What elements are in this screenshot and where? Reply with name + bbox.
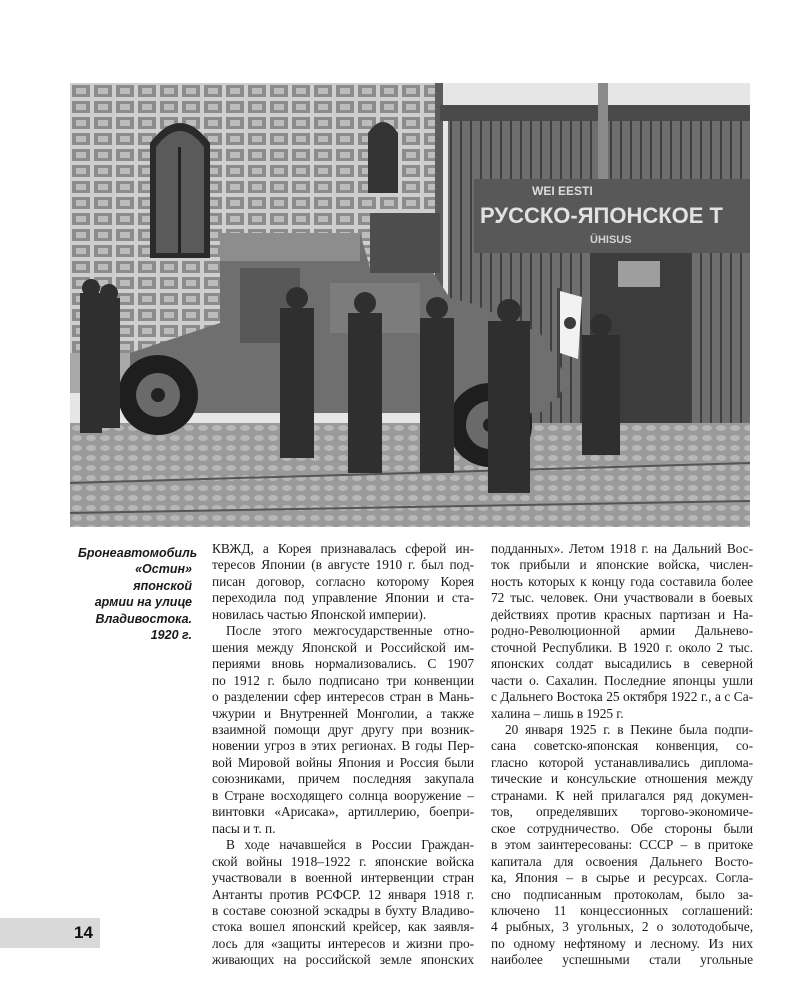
text-line: капитала для освоения Дальнего Восто-	[491, 853, 753, 869]
text-line: вой Мировой войны Япония и Россия были	[212, 754, 474, 770]
caption-line: 1920 г.	[150, 628, 192, 643]
text-line: ка, Япония – в сырье и ресурсах. Согла-	[491, 870, 753, 886]
text-line: подданных». Летом 1918 г. на Дальний Вос-	[491, 541, 753, 556]
text-line: ток прибыли и японские войска, числен-	[491, 557, 753, 573]
text-line: чжурии и Внутренней Монголии, а также	[212, 705, 474, 721]
text-line: о разделении сфер интересов стран в Мань-	[212, 689, 474, 705]
text-line: винтовки «Арисака», артиллерию, боепри-	[212, 804, 474, 820]
text-line: халина – лишь в 1925 г.	[491, 705, 624, 721]
text-line: ское сотрудничество. Обе стороны были	[491, 820, 753, 836]
text-column-right	[491, 541, 753, 969]
text-line: сно подписанным протоколам, было за-	[491, 886, 753, 902]
text-line: периями вновь нормализовались. С 1907	[212, 656, 474, 672]
text-line: живающих на российской земле японских	[212, 952, 474, 968]
text-line: странами. К ней прилагался ряд докумен-	[491, 787, 753, 803]
text-line: в этом заинтересованы: СССР – в притоке	[491, 837, 753, 853]
text-line: 72 тыс. человек. Они участвовали в боевых	[491, 590, 753, 606]
text-column-left	[212, 541, 474, 969]
text-line: с Дальнего Востока 25 октября 1922 г., а с Са-	[491, 689, 753, 705]
armored-car-photo	[70, 83, 750, 527]
text-line: новении угроз в этих регионах. В годы Пер-	[212, 738, 474, 754]
text-line: родно-Революционной армии Дальнево-	[491, 623, 753, 639]
sign-line-2: РУССКО-ЯПОНСКОЕ Т	[480, 203, 723, 228]
text-line: 4 рыбных, 3 угольных, 2 о золотодобыче,	[491, 919, 753, 935]
text-line: пасы и т. п.	[212, 820, 276, 836]
text-line: в составе союзной эскадры в бухту Владиво-	[212, 902, 474, 918]
text-line: Антанты против РСФСР. 12 января 1918 г.	[212, 886, 474, 902]
page-number: 14	[74, 923, 93, 942]
text-line: ключено 11 концессионных соглашений:	[491, 902, 753, 918]
text-line: стока вошел японский крейсер, как заявля-	[212, 919, 474, 935]
text-line: участвовали в военной интервенции стран	[212, 870, 474, 886]
text-line: наиболее успешными стали угольные	[491, 952, 753, 968]
text-line: части о. Сахалин. Последние японцы ушли	[491, 672, 753, 688]
text-line: гласно которой устанавливались диплома-	[491, 754, 753, 770]
text-line: тересов Японии (в августе 1910 г. был под-	[212, 557, 474, 573]
caption-line: «Остин» японской	[133, 562, 192, 593]
text-line: ность которых к концу года составила более	[491, 573, 753, 589]
text-line: ской войны 1918–1922 г. японские войска	[212, 853, 474, 869]
caption-line: армии на улице	[94, 595, 192, 610]
text-line: После этого межгосударственные отно-	[226, 623, 474, 639]
sign-line-3: ÜHISUS	[590, 234, 632, 246]
text-line: сточной Республики. В 1920 г. около 2 тыс.	[491, 639, 753, 655]
text-line: союзниками, причем последняя закупала	[212, 771, 474, 787]
photo-caption	[78, 545, 198, 643]
text-line: сана советско-японская конвенция, со-	[491, 738, 753, 754]
text-line: японских солдат высадились в северной	[491, 656, 753, 672]
caption-line: Бронеавтомобиль	[78, 546, 198, 560]
text-line: писан договор, согласно которому Корея	[212, 573, 474, 589]
text-line: действиях против красных партизан и На-	[491, 606, 753, 622]
caption-line: Владивостока.	[95, 611, 192, 626]
text-line: переходила под управление Японии и ста-	[212, 590, 474, 606]
text-line: лось для «защиты интересов и жизни про-	[212, 935, 474, 951]
text-line: В ходе начавшейся в России Граждан-	[226, 837, 474, 853]
sign-line-1: WEI EESTI	[532, 184, 593, 198]
text-line: по 1912 г. было подписано три конвенции	[212, 672, 474, 688]
text-line: взаимной помощи друг другу при возник-	[212, 721, 474, 737]
text-line: КВЖД, а Корея признавалась сферой ин-	[212, 541, 474, 556]
text-line: новилась частью Японской империи).	[212, 606, 427, 622]
text-line: по одному нефтяному и лесному. Из них	[491, 935, 753, 951]
text-line: шения между Японской и Российской им-	[212, 639, 474, 655]
text-line: 20 января 1925 г. в Пекине была подпи-	[505, 721, 753, 737]
text-line: тов, определявших торгово-экономиче-	[491, 804, 753, 820]
text-line: в Стране восходящего солнца вооружение –	[212, 787, 474, 803]
text-line: тические и консульские отношения между	[491, 771, 753, 787]
